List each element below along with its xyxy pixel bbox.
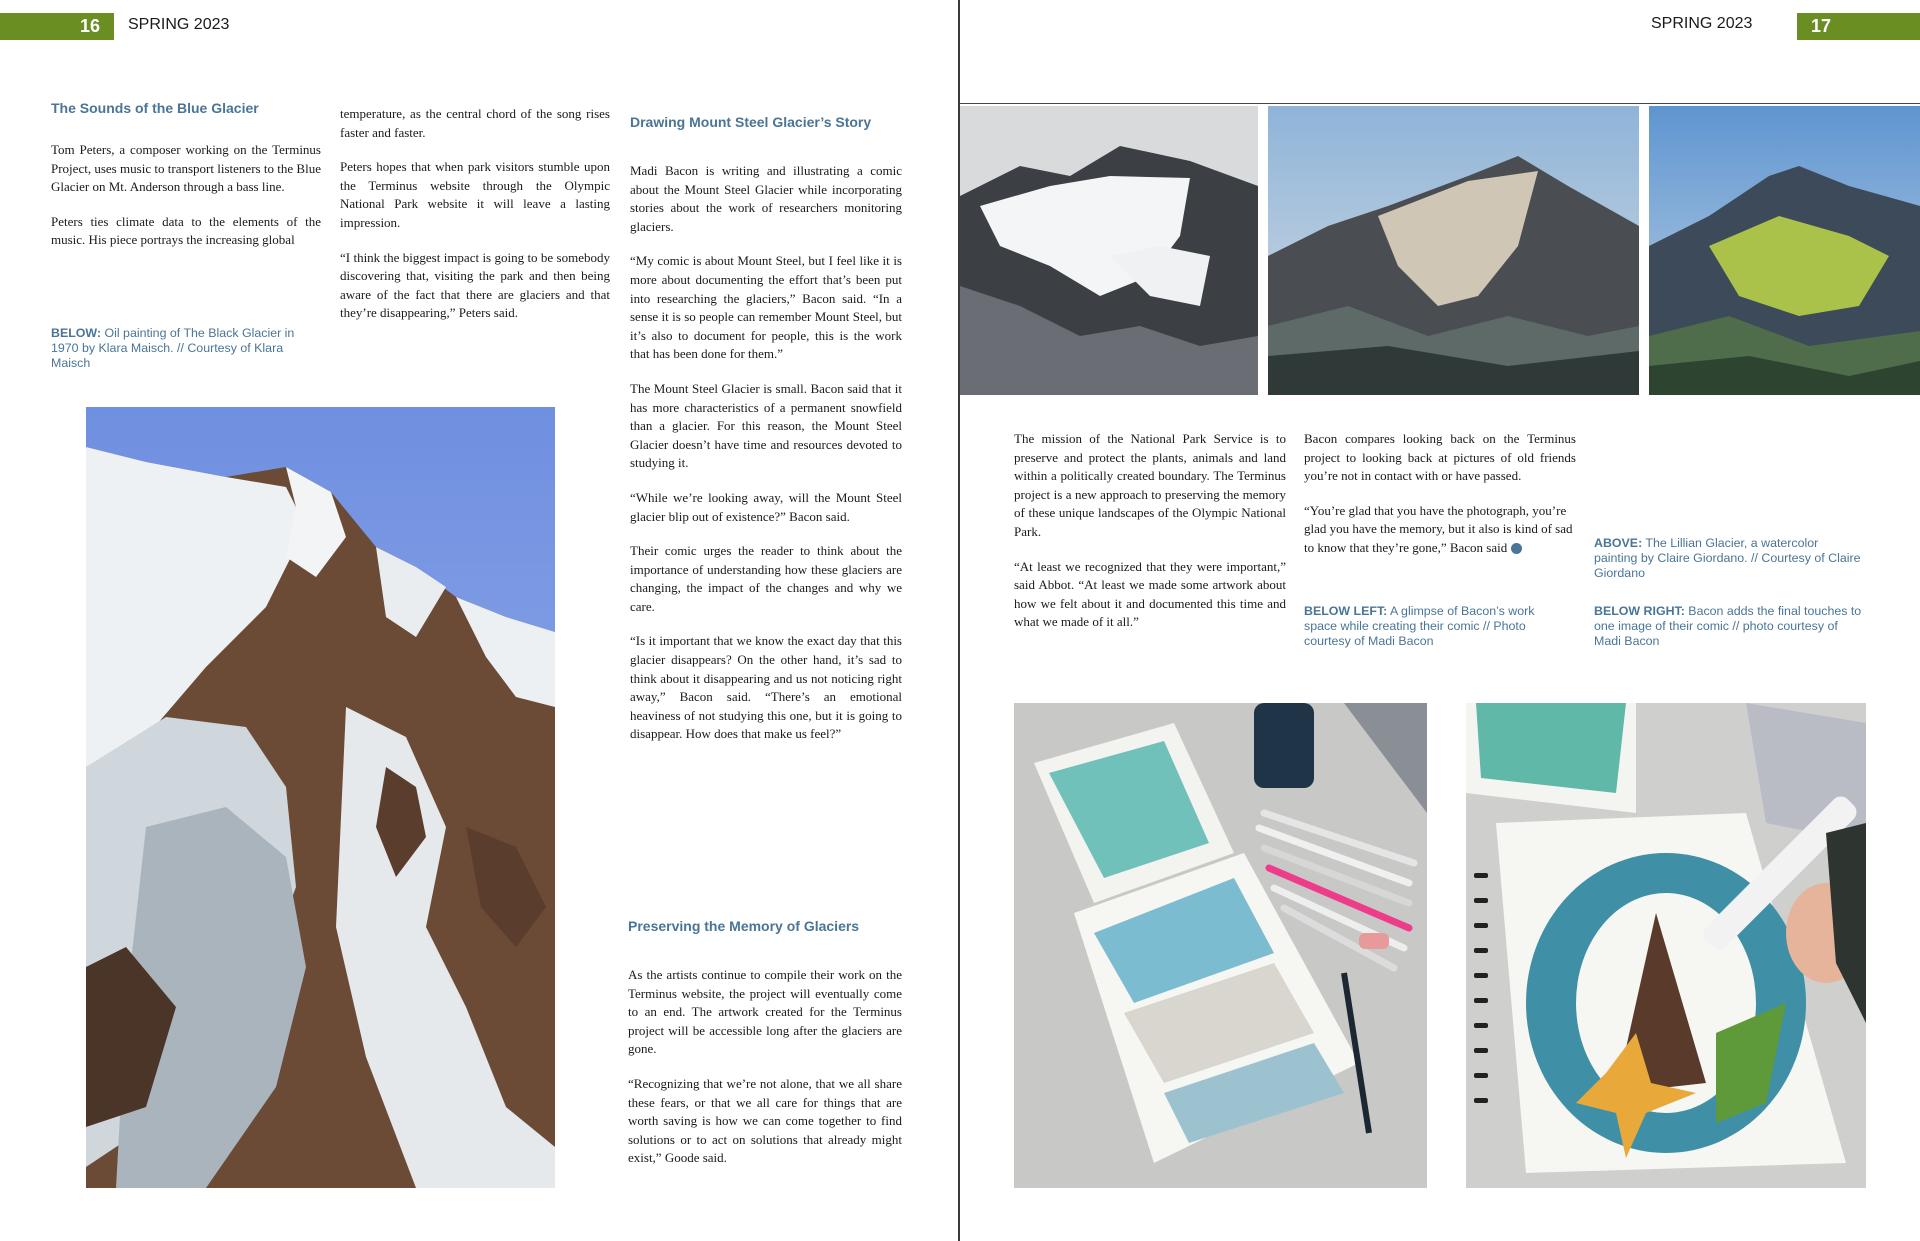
paragraph: Tom Peters, a composer working on the Terminus Project, uses music to transport listeners to the Blue Glacier on Mt. Anderson through a bass line. (51, 142, 321, 195)
black-glacier-oil-painting (86, 407, 555, 1188)
caption-text: A glimpse of Bacon’s work space while creating their comic // Photo courtesy of Madi Bacon (1304, 604, 1535, 648)
right-page-number: 17 (1811, 16, 1832, 36)
left-column-1 (51, 100, 321, 266)
photo-bacon-workspace (1014, 703, 1427, 1188)
left-season-label: SPRING 2023 (128, 16, 230, 33)
caption-below-right-photo (1594, 604, 1864, 649)
section-heading-blue-glacier: The Sounds of the Blue Glacier (51, 100, 259, 116)
paragraph: “Is it important that we know the exact day that this glacier disappears? On the other hand, it’s sad to think about it disappearing and us not noticing right away,” Bacon said. “There’s an emotional heaviness of not studying this one, but it is going to disappear. How does that make us feel?” (630, 633, 902, 742)
paragraph: “I think the biggest impact is going to be somebody discovering that, visiting the park and then being aware of the fact that there are glaciers and that they’re disappearing,” Peters said. (340, 249, 610, 321)
paragraph: The mission of the National Park Service is to preserve and protect the plants, animals and land within a politically created boundary. The Terminus project is a new approach to preserving the memory of these unique landscapes of the Olympic National Park. (1014, 431, 1286, 539)
left-page-number: 16 (80, 16, 101, 36)
watercolor-glacier-2-text (1268, 106, 1639, 395)
paragraph: “While we’re looking away, will the Mount Steel glacier blip out of existence?” Bacon said. (630, 489, 902, 524)
paragraph (1304, 502, 1576, 558)
end-mark-icon (1511, 543, 1522, 554)
caption-label: BELOW: (51, 326, 102, 340)
left-column-3 (630, 114, 902, 760)
caption-label: BELOW LEFT: (1304, 604, 1388, 618)
watercolor-glacier-1 (960, 106, 1258, 395)
left-column-3-lower (628, 918, 902, 1184)
paragraph: “At least we recognized that they were important,” said Abbot. “At least we made some artwork about how we felt about it and documented this time and what we made of it all.” (1014, 558, 1286, 630)
caption-below-left-page (51, 326, 316, 371)
paragraph: “My comic is about Mount Steel, but I feel like it is more about documenting the effort that’s been put into researching the glaciers,” Bacon said. “In a sense it is so people can remember Mount Steel, but it’s also to document for people, this is the work that has been done for them.” (630, 253, 902, 362)
paragraph: Peters hopes that when park visitors stumble upon the Terminus website through the Olympic National Park website it will leave a lasting impression. (340, 159, 610, 230)
caption-text: The Lillian Glacier, a watercolor painting by Claire Giordano. // Courtesy of Claire Giordano (1594, 536, 1861, 580)
section-heading-preserving-memory: Preserving the Memory of Glaciers (628, 918, 860, 934)
paragraph-text: “You’re glad that you have the photograph, you’re glad you have the memory, but it also is kind of sad to know that they’re gone,” Bacon said (1304, 502, 1573, 555)
right-season-label: SPRING 2023 (1651, 15, 1753, 32)
caption-label: ABOVE: (1594, 536, 1643, 550)
caption-text: Oil painting of The Black Glacier in 1970 by Klara Maisch. // Courtesy of Klara Maisch (51, 326, 295, 370)
left-column-2 (340, 105, 610, 339)
caption-above-lillian (1594, 536, 1864, 581)
caption-label: BELOW RIGHT: (1594, 604, 1685, 618)
paragraph: “Recognizing that we’re not alone, that we all share these fears, or that we all care for things that are worth saving is how we can come together to find solutions or to act on solutions that already might exist,” Goode said. (628, 1075, 902, 1166)
paragraph: Madi Bacon is writing and illustrating a comic about the Mount Steel Glacier while incorporating stories about the work of researchers monitoring glaciers. (630, 163, 902, 234)
right-column-1 (1014, 430, 1286, 648)
top-rule (960, 103, 1920, 104)
caption-below-left-photo (1304, 604, 1566, 649)
photo-bacon-final-touches (1466, 703, 1866, 1188)
paragraph: The Mount Steel Glacier is small. Bacon said that it has more characteristics of a permanent snowfield than a glacier. For this reason, the Mount Steel Glacier doesn’t have time and resources devoted to studying it. (630, 380, 902, 471)
paragraph: temperature, as the central chord of the song rises faster and faster. (340, 106, 610, 140)
watercolor-glacier-3-lillian (1649, 106, 1920, 395)
right-column-2 (1304, 430, 1576, 574)
paragraph: Bacon compares looking back on the Terminus project to looking back at pictures of old friends you’re not in contact with or have passed. (1304, 431, 1576, 484)
paragraph: As the artists continue to compile their work on the Terminus website, the project will eventually come to an end. The artwork created for the Terminus project will be accessible long after the glaciers are gone. (628, 967, 902, 1057)
paragraph: Their comic urges the reader to think about the importance of understanding how these glaciers are changing, the impact of the changes and why we care. (630, 543, 902, 614)
section-heading-mount-steel: Drawing Mount Steel Glacier’s Story (630, 114, 872, 130)
paragraph: Peters ties climate data to the elements of the music. His piece portrays the increasing global (51, 213, 321, 248)
caption-text: Bacon adds the final touches to one image of their comic // photo courtesy of Madi Bacon (1594, 604, 1862, 648)
